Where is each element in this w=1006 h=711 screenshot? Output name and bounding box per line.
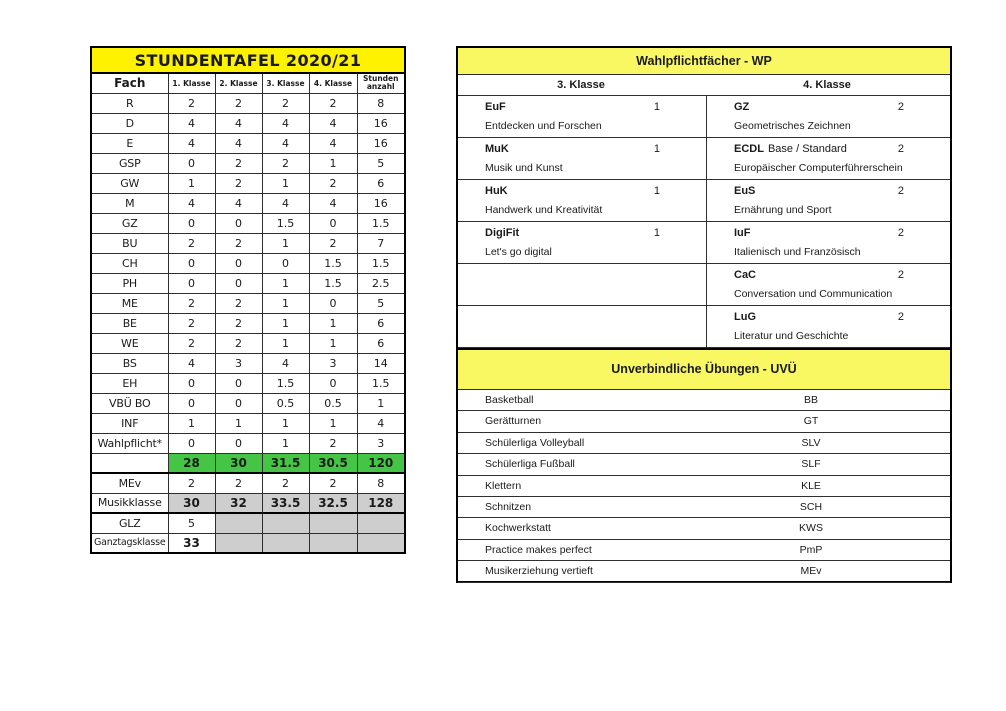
- uvu-row: [458, 476, 950, 497]
- value-cell-stundenanzahl: 1: [357, 393, 405, 413]
- value-cell-klasse-3: 1: [262, 173, 309, 193]
- wp-header-klasse-3: 3. Klasse: [557, 79, 605, 91]
- value-cell-stundenanzahl: 16: [357, 193, 405, 213]
- table-row: [91, 473, 405, 493]
- value-cell-klasse-4: 4: [309, 133, 357, 153]
- value-cell-klasse-4: 2: [309, 233, 357, 253]
- value-cell-klasse-1: 2: [168, 93, 215, 113]
- fach-cell: BU: [91, 233, 168, 253]
- value-cell-klasse-4: 0.5: [309, 393, 357, 413]
- value-cell-klasse-3: 1: [262, 413, 309, 433]
- wp-entry-klasse-3: [458, 222, 707, 264]
- value-cell-klasse-1: 2: [168, 293, 215, 313]
- value-cell-klasse-2: 0: [215, 433, 262, 453]
- fach-cell: WE: [91, 333, 168, 353]
- value-cell-klasse-4: 3: [309, 353, 357, 373]
- wp-abbr: DigiFit: [485, 227, 520, 239]
- value-cell-klasse-4: 1: [309, 413, 357, 433]
- uvu-row: [458, 518, 950, 539]
- table-row: [91, 113, 405, 133]
- value-cell-klasse-1: 30: [168, 493, 215, 513]
- uvu-row: [458, 540, 950, 561]
- uvu-abbr: BB: [803, 394, 818, 406]
- value-cell-klasse-3: 4: [262, 113, 309, 133]
- stundentafel-title-row: [91, 47, 405, 73]
- table-row: [91, 293, 405, 313]
- uvu-abbr: SLF: [801, 458, 821, 471]
- value-cell-klasse-1: 2: [168, 233, 215, 253]
- value-cell-stundenanzahl: 1.5: [357, 253, 405, 273]
- table-row: [91, 253, 405, 273]
- uvu-name: Klettern: [485, 479, 522, 492]
- table-row: [91, 433, 405, 453]
- value-cell-klasse-4: 0: [309, 373, 357, 393]
- stundentafel-header-row: [91, 73, 405, 93]
- wp-description: Entdecken und Forschen: [485, 120, 602, 132]
- value-cell-klasse-3: 2: [262, 93, 309, 113]
- uvu-abbr: PmP: [799, 543, 823, 556]
- wp-description: Literatur und Geschichte: [734, 330, 849, 342]
- wp-entry-klasse-4: [707, 222, 950, 264]
- value-cell-klasse-3: 4: [262, 353, 309, 373]
- value-cell-klasse-4: 0: [309, 213, 357, 233]
- value-cell-klasse-1: 4: [168, 353, 215, 373]
- fach-cell: Musikklasse: [91, 493, 168, 513]
- value-cell-klasse-3: 1: [262, 273, 309, 293]
- wp-entry-klasse-3: [458, 306, 707, 348]
- wp-entry-head: [485, 101, 660, 113]
- value-cell-klasse-4: 4: [309, 193, 357, 213]
- stundentafel-table: [90, 46, 406, 554]
- fach-cell: E: [91, 133, 168, 153]
- fach-cell: Wahlpflicht*: [91, 433, 168, 453]
- table-row: [91, 213, 405, 233]
- wp-klasse-header-row: [458, 75, 950, 96]
- value-cell-klasse-1: 28: [168, 453, 215, 473]
- wp-entry-head: [485, 227, 660, 239]
- value-cell-klasse-1: 5: [168, 513, 215, 533]
- value-cell-klasse-1: 4: [168, 133, 215, 153]
- value-cell-klasse-2: 3: [215, 353, 262, 373]
- value-cell-klasse-1: 0: [168, 213, 215, 233]
- uvu-abbr: SLV: [801, 436, 821, 449]
- value-cell-stundenanzahl: 120: [357, 453, 405, 473]
- value-cell-klasse-3: 1.5: [262, 373, 309, 393]
- value-cell-klasse-2: 2: [215, 473, 262, 493]
- value-cell-klasse-3: [262, 533, 309, 553]
- stundentafel-title: STUNDENTAFEL 2020/21: [91, 47, 405, 73]
- fach-cell: MEv: [91, 473, 168, 493]
- wp-entry-head: [734, 311, 904, 323]
- uvu-row: [458, 411, 950, 432]
- value-cell-klasse-4: 1: [309, 153, 357, 173]
- value-cell-klasse-1: 1: [168, 413, 215, 433]
- value-cell-klasse-2: 2: [215, 293, 262, 313]
- uvu-name: Kochwerkstatt: [485, 522, 551, 535]
- fach-cell: BE: [91, 313, 168, 333]
- wp-entry-klasse-3: [458, 96, 707, 138]
- value-cell-klasse-2: 0: [215, 253, 262, 273]
- value-cell-klasse-1: 2: [168, 473, 215, 493]
- wp-hours: 1: [653, 185, 660, 197]
- value-cell-klasse-1: 0: [168, 433, 215, 453]
- wp-description: Let's go digital: [485, 246, 552, 258]
- wp-hours: 2: [897, 185, 904, 197]
- uvu-abbr: GT: [803, 415, 819, 428]
- value-cell-klasse-4: 1.5: [309, 273, 357, 293]
- value-cell-klasse-3: 1: [262, 333, 309, 353]
- wp-abbr-suffix: Base / Standard: [767, 143, 847, 155]
- value-cell-klasse-4: 2: [309, 93, 357, 113]
- value-cell-klasse-1: 0: [168, 373, 215, 393]
- value-cell-klasse-2: 0: [215, 373, 262, 393]
- wp-hours: 1: [653, 143, 660, 155]
- wp-header-klasse-4: 4. Klasse: [803, 79, 851, 91]
- wp-abbr: MuK: [485, 143, 509, 155]
- table-row: [91, 413, 405, 433]
- value-cell-klasse-2: 2: [215, 153, 262, 173]
- value-cell-klasse-2: 30: [215, 453, 262, 473]
- value-cell-klasse-1: 0: [168, 273, 215, 293]
- value-cell-klasse-1: 0: [168, 253, 215, 273]
- value-cell-klasse-4: 4: [309, 113, 357, 133]
- table-row: [91, 233, 405, 253]
- value-cell-stundenanzahl: 3: [357, 433, 405, 453]
- wp-entry-klasse-4: [707, 306, 950, 348]
- value-cell-klasse-1: 4: [168, 193, 215, 213]
- value-cell-klasse-1: 2: [168, 333, 215, 353]
- fach-cell: GW: [91, 173, 168, 193]
- wp-hours: 2: [897, 311, 904, 323]
- value-cell-stundenanzahl: [357, 533, 405, 553]
- value-cell-klasse-3: [262, 513, 309, 533]
- uvu-abbr: KLE: [801, 479, 821, 492]
- wp-hours: 1: [653, 227, 660, 239]
- value-cell-klasse-2: 4: [215, 193, 262, 213]
- uvu-row: [458, 390, 950, 411]
- value-cell-stundenanzahl: 1.5: [357, 373, 405, 393]
- value-cell-klasse-2: 1: [215, 413, 262, 433]
- wp-abbr: CaC: [734, 269, 757, 281]
- value-cell-klasse-4: 1: [309, 313, 357, 333]
- wp-entry-head: [485, 185, 660, 197]
- value-cell-klasse-3: 4: [262, 133, 309, 153]
- value-cell-stundenanzahl: 5: [357, 153, 405, 173]
- value-cell-klasse-2: 2: [215, 173, 262, 193]
- value-cell-stundenanzahl: 14: [357, 353, 405, 373]
- wp-entries-grid: [458, 96, 950, 348]
- uvu-name: Musikerziehung vertieft: [485, 565, 593, 578]
- wp-title: Wahlpflichtfächer - WP: [458, 48, 950, 75]
- value-cell-klasse-1: 4: [168, 113, 215, 133]
- value-cell-klasse-3: 1: [262, 313, 309, 333]
- table-row: [91, 373, 405, 393]
- uvu-abbr: SCH: [799, 500, 823, 513]
- wp-entry-klasse-3: [458, 264, 707, 306]
- value-cell-klasse-2: 4: [215, 113, 262, 133]
- value-cell-stundenanzahl: 16: [357, 113, 405, 133]
- table-row: [91, 353, 405, 373]
- fach-cell: R: [91, 93, 168, 113]
- value-cell-klasse-4: 1.5: [309, 253, 357, 273]
- stundentafel-panel: [90, 46, 406, 554]
- wp-entry-klasse-4: [707, 264, 950, 306]
- value-cell-klasse-2: 0: [215, 213, 262, 233]
- value-cell-klasse-1: 2: [168, 313, 215, 333]
- table-row: [91, 273, 405, 293]
- uvu-name: Schülerliga Volleyball: [485, 436, 585, 449]
- wp-abbr: HuK: [485, 185, 508, 197]
- wp-description: Europäischer Computerführerschein: [734, 162, 903, 174]
- wp-hours: 2: [897, 227, 904, 239]
- wp-abbr: LuG: [734, 311, 756, 323]
- fach-cell: GZ: [91, 213, 168, 233]
- hours-header-line2: anzahl: [366, 82, 395, 92]
- table-row: [91, 93, 405, 113]
- table-row: [91, 453, 405, 473]
- value-cell-stundenanzahl: 1.5: [357, 213, 405, 233]
- fach-cell: INF: [91, 413, 168, 433]
- uvu-name: Schnitzen: [485, 500, 532, 513]
- value-cell-klasse-1: 33: [168, 533, 215, 553]
- value-cell-stundenanzahl: [357, 513, 405, 533]
- value-cell-klasse-1: 0: [168, 393, 215, 413]
- fach-cell: GSP: [91, 153, 168, 173]
- wp-entry-klasse-4: [707, 96, 950, 138]
- value-cell-klasse-1: 0: [168, 153, 215, 173]
- value-cell-klasse-3: 1.5: [262, 213, 309, 233]
- value-cell-klasse-3: 33.5: [262, 493, 309, 513]
- column-header-fach: Fach: [91, 73, 168, 93]
- value-cell-stundenanzahl: 4: [357, 413, 405, 433]
- wp-entry-head: [734, 227, 904, 239]
- table-row: [91, 153, 405, 173]
- value-cell-klasse-4: 30.5: [309, 453, 357, 473]
- column-header-klasse-4: 4. Klasse: [309, 73, 357, 93]
- wp-entry-head: [485, 143, 660, 155]
- wp-abbr: ECDL: [734, 143, 764, 155]
- uvu-name: Schülerliga Fußball: [485, 458, 575, 471]
- wp-description: Geometrisches Zeichnen: [734, 120, 851, 132]
- column-header-stundenanzahl: [357, 73, 405, 93]
- value-cell-klasse-3: 4: [262, 193, 309, 213]
- uvu-row: [458, 454, 950, 475]
- wp-entry-klasse-4: [707, 138, 950, 180]
- uvu-row: [458, 561, 950, 582]
- wp-entry-head: [734, 185, 904, 197]
- wp-entry-klasse-4: [707, 180, 950, 222]
- value-cell-klasse-2: 0: [215, 273, 262, 293]
- value-cell-klasse-3: 1: [262, 433, 309, 453]
- fach-cell: EH: [91, 373, 168, 393]
- wp-entry-head: [734, 269, 904, 281]
- table-row: [91, 313, 405, 333]
- wp-abbr: EuF: [485, 101, 506, 113]
- uvu-name: Basketball: [485, 394, 534, 406]
- value-cell-klasse-2: 2: [215, 233, 262, 253]
- wp-description: Handwerk und Kreativität: [485, 204, 603, 216]
- value-cell-stundenanzahl: 8: [357, 473, 405, 493]
- fach-cell: VBÜ BO: [91, 393, 168, 413]
- value-cell-klasse-4: 32.5: [309, 493, 357, 513]
- fach-cell: M: [91, 193, 168, 213]
- value-cell-klasse-3: 2: [262, 153, 309, 173]
- wp-hours: 2: [897, 101, 904, 113]
- fach-cell: Ganztagsklasse: [91, 533, 168, 553]
- column-header-klasse-3: 3. Klasse: [262, 73, 309, 93]
- value-cell-stundenanzahl: 7: [357, 233, 405, 253]
- value-cell-klasse-2: 32: [215, 493, 262, 513]
- fach-cell: D: [91, 113, 168, 133]
- wahlpflicht-panel: [456, 46, 952, 583]
- value-cell-klasse-4: 2: [309, 173, 357, 193]
- value-cell-stundenanzahl: 2.5: [357, 273, 405, 293]
- fach-cell: PH: [91, 273, 168, 293]
- value-cell-klasse-2: 2: [215, 313, 262, 333]
- uvu-name: Gerätturnen: [485, 415, 542, 428]
- value-cell-stundenanzahl: 6: [357, 173, 405, 193]
- table-row: [91, 333, 405, 353]
- value-cell-klasse-4: [309, 513, 357, 533]
- value-cell-klasse-3: 0: [262, 253, 309, 273]
- table-row: [91, 133, 405, 153]
- table-row: [91, 493, 405, 513]
- table-row: [91, 513, 405, 533]
- value-cell-klasse-3: 31.5: [262, 453, 309, 473]
- value-cell-klasse-2: 0: [215, 393, 262, 413]
- value-cell-klasse-1: 1: [168, 173, 215, 193]
- fach-cell: BS: [91, 353, 168, 373]
- value-cell-klasse-4: 1: [309, 333, 357, 353]
- fach-cell: CH: [91, 253, 168, 273]
- value-cell-stundenanzahl: 16: [357, 133, 405, 153]
- value-cell-klasse-2: 4: [215, 133, 262, 153]
- uvu-abbr: KWS: [799, 522, 823, 535]
- wp-description: Italienisch und Französisch: [734, 246, 861, 258]
- wp-entry-klasse-3: [458, 180, 707, 222]
- table-row: [91, 193, 405, 213]
- value-cell-stundenanzahl: 128: [357, 493, 405, 513]
- uvu-list: [458, 390, 950, 583]
- table-row: [91, 533, 405, 553]
- value-cell-klasse-2: 2: [215, 333, 262, 353]
- value-cell-stundenanzahl: 6: [357, 313, 405, 333]
- fach-cell: [91, 453, 168, 473]
- wp-description: Conversation und Communication: [734, 288, 893, 300]
- value-cell-klasse-3: 1: [262, 233, 309, 253]
- value-cell-klasse-4: [309, 533, 357, 553]
- value-cell-klasse-4: 2: [309, 473, 357, 493]
- uvu-title: Unverbindliche Übungen - UVÜ: [458, 348, 950, 390]
- value-cell-stundenanzahl: 5: [357, 293, 405, 313]
- fach-cell: GLZ: [91, 513, 168, 533]
- uvu-name: Practice makes perfect: [485, 543, 592, 556]
- column-header-klasse-2: 2. Klasse: [215, 73, 262, 93]
- value-cell-klasse-2: 2: [215, 93, 262, 113]
- wp-entry-klasse-3: [458, 138, 707, 180]
- hours-header-line1: Stunden: [363, 73, 399, 83]
- value-cell-klasse-4: 2: [309, 433, 357, 453]
- value-cell-klasse-3: 0.5: [262, 393, 309, 413]
- wp-entry-head: [734, 143, 904, 155]
- value-cell-klasse-2: [215, 533, 262, 553]
- value-cell-stundenanzahl: 6: [357, 333, 405, 353]
- wp-abbr: IuF: [734, 227, 751, 239]
- uvu-abbr: MEv: [800, 565, 822, 578]
- wp-abbr: GZ: [734, 101, 750, 113]
- wp-description: Musik und Kunst: [485, 162, 563, 174]
- wp-description: Ernährung und Sport: [734, 204, 832, 216]
- value-cell-klasse-4: 0: [309, 293, 357, 313]
- wp-entry-head: [734, 101, 904, 113]
- table-row: [91, 393, 405, 413]
- value-cell-klasse-2: [215, 513, 262, 533]
- uvu-row: [458, 497, 950, 518]
- value-cell-klasse-3: 1: [262, 293, 309, 313]
- wp-hours: 2: [897, 143, 904, 155]
- value-cell-klasse-3: 2: [262, 473, 309, 493]
- wp-abbr: EuS: [734, 185, 756, 197]
- fach-cell: ME: [91, 293, 168, 313]
- wp-hours: 1: [653, 101, 660, 113]
- uvu-row: [458, 433, 950, 454]
- table-row: [91, 173, 405, 193]
- column-header-klasse-1: 1. Klasse: [168, 73, 215, 93]
- wp-hours: 2: [897, 269, 904, 281]
- value-cell-stundenanzahl: 8: [357, 93, 405, 113]
